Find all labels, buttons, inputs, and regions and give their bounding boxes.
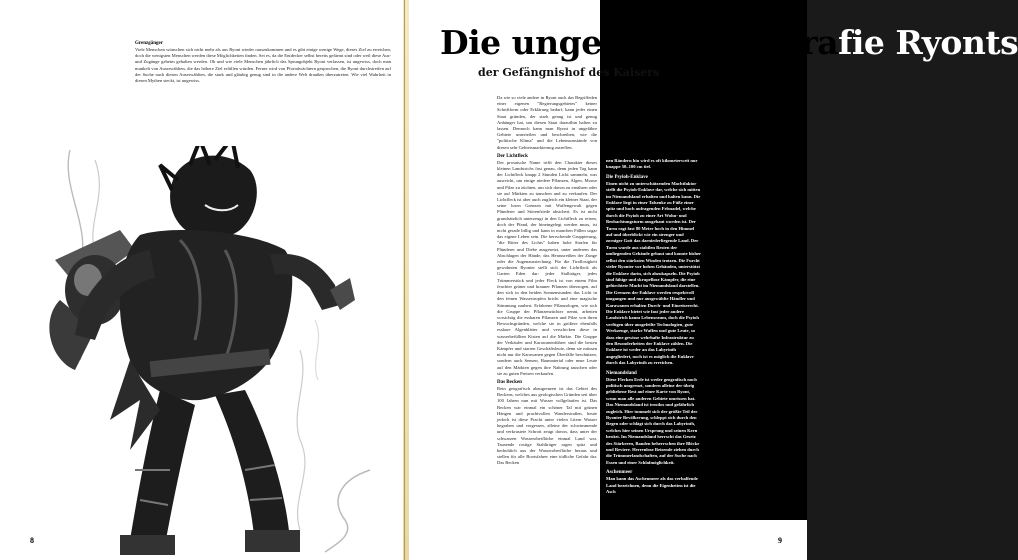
text-column-2 xyxy=(606,158,701,496)
intro-paragraph: Viele Menschen wünschen sich nicht mehr als aus Ryont wieder rauszukommen und es gibt einige wenige Wege, dieses Ziel zu erreichen, doch die wenigsten Menschen werden diese Möglichkeiten finden. Sei es, da die Entdecker selbst bereits gefärmt sind oder weil diese Aus- und Zugänge geheim gehalten werden. Oh und wie viele Menschen jährlich das Sprungobjekt Ryont verlassen, ist ungewiss, doch man munkelt von Auserwählten, die das höhere Ziel erfüllen würden. Ferner wird von Pfortalwächtern gesprochen, die Ryont durchstreifen auf der Suche nach diesen Auserwählten, die stark und gläubig genug sind in die andere Welt draußen überzutreten. Wie viel Wahrheit in diesen Mythen steckt, ist ungewiss. xyxy=(135,47,391,84)
intro-heading: Grenzgänger xyxy=(135,41,163,46)
page-title xyxy=(440,23,1018,62)
col1-intro: Da wie so viele andere in Ryont auch das Begriffeden einer eigenen "Regierungsgebietes" keiner Schriftform oder Erklärung bedarf, kann jeder einen Staat gründen, der stark genug ist und genug Anhänger hat, um diesen Staat daraufhin halten zu lassen. Dennoch kann man Ryont in ungefähre Gebiete unterteilen und beschreiben, wie die "politische Klima" und die Lebensumstände von diesen sehr Gebietsmarkierung zutreffen. xyxy=(497,95,597,150)
text-psyioh: Einen nicht zu unterschätzenden Machtfaktor stellt die Psyioh-Enklave dar, welche sich mitten im Niemandsland erhalten und halten kann. Die Enklave liegt in einer Talsenke zu Füße einer spitz und hoch aufragenden Felsnadel, welche durch die Psyioh zu einer Art Wohn- und Beobachtungsturm ausgebaut worden ist. Der Turm ragt fast 80 Meter hoch in den Himmel auf und überblickt wie ein strenger und zorniger Gott das darniederliegende Land. Der Turm wurde aus stabilen Resten der umliegenden Gebäude gebaut und konnte bisher selbst den stärksten Winden trotzen. Die Furcht vieler Ryonter vor hohen Gebäuden, unterstützt die Enklave darin, sich abzukapseln. Die Psyioh sind fähige und skrupellose Kämpfer, die eine gefürchtete Macht im Niemandsland darstellen. Die Grenzen der Enklave werden respektvoll umgangen und nur ausgewählte Händler und Karawanen erhalten Durch- und Einreiserecht. Die Enklave bietet wie fast jeder andere Landstrich kaum Lebensraum, doch die Psyioh verfügen über ausgefeilte Technologien, gute Werkzeuge, starke Waffen und gute Leute, so dass eine gewisse wehrhafte Infrastruktur zu den Besonderheiten der Enklave zählen. Die Enklave ist weder an das Labyrinth angegliedert, noch ist es möglich die Enklave durch das Labyrinth zu erreichen. xyxy=(606,180,702,366)
text-aschenmeer: Man kann das Aschenmeer als das verbalfende Land bezeichnen, denn die Eigenheiten ist die Asch xyxy=(606,476,698,495)
heading-becken: Das Becken xyxy=(497,379,522,385)
intro-textbox xyxy=(135,38,391,146)
gutter-line xyxy=(404,0,405,560)
page-number-left: 8 xyxy=(30,536,34,545)
left-page xyxy=(0,0,403,560)
bottom-strip xyxy=(409,520,807,560)
heading-lichtfleck: Der Lichtfleck xyxy=(497,153,528,159)
text-niemandsland: Diese Flecken Erde ist weder geografisch noch politisch umgrenzt, sondern alleine der übrig gebliebene Rest auf einer Karte von Ryont, wenn man alle anderen Gebiete umrissen hat. Das Niemandsland ist trostlos und gefährlich zugleich. Hier tummelt sich der größte Teil der Ryonter Bevölkerung, schleppt sich durch den Regen oder schlägt sich durch das Labyrinth, welches hier seinen Ursprung und seinen Kern besitzt. Im Niemandsland herrscht das Gesetz des Stärkeren, Banden beherrschen ihre Blöcke und Reviere. Herrenlose Reisende ziehen durch die Trümmerlandschaften, auf der Suche nach Essen und einer Schlafmöglichkeit. xyxy=(606,376,700,465)
heading-niemandsland: Niemandsland xyxy=(606,370,637,376)
col2-intro: nen Rändern hin wird es oft kilometerweit nur knappe 50–100 cm tief. xyxy=(606,158,698,170)
text-becken: Rein geografisch abzugrenzen ist das Gebiet des Beckens, welches aus geologischen Gründen seit über 100 Jahren nun mit Wasser vollgelaufen ist. Das Becken war einmal ein schöner Tal mit grünen Hängen und prachtvollen Wanderstraßen, heute jedoch ist diese Pracht unter vielen Litern Wasser begraben und vergessen, alleine der schwimmende und verkrustete Schrott zeugt davon, dass unter der schwarzen Wasseroberfläche einmal Land war. Tausende rostige Stahlträger ragen spitz und bedrohlich aus der Wasseroberfläche heraus und stellen für alle Bootsfahrer eine tödliche Gefahr dar. Das Becken xyxy=(497,385,597,466)
text-column-1 xyxy=(497,95,597,467)
page-subtitle: der Gefängnishof des Kaisers xyxy=(478,66,660,79)
heading-aschenmeer: Aschenmeer xyxy=(606,470,633,476)
title-light-part: fie Ryonts xyxy=(838,23,1018,62)
title-dark-part: Die ungefähre Geogra xyxy=(440,23,839,62)
page-number-right: 9 xyxy=(778,536,782,545)
text-lichtfleck: Der prosaische Name trifft den Charakter dieses kleinen Landstrichs fast genau, denn jeden Tag kann der Lichtfleck knapp 2 Stunden Licht sammeln, was ausreicht, um einige niedere Pflanzen, Algen, Moose und Pilze zu züchten, um sich davon zu ernähren oder sie auf Märkten zu tauschen und zu verkaufen. Der Lichtfleck ist aber auch zugleich ein kleiner Staat, der seine losen Grenzen mit Waffengewalt gegen Plünderer und Störenfriede absichert. Es ist nicht grundsätzlich unterzeugt in den Lichtfleck zu reisen, doch der Pfand, der hineingelegt werden muss, ist nicht gerade billig und kann in manchen Fällen sogar das eigene Leben sein. Die herrschende Gruppierung, "die Ritter des Lichts" haben hohe Strafen für Plünderer und Diebe ausgesetzt, unter anderem das Abschlagen der Hände, das Herausreißen der Zunge oder die Augenausstechung. Für die Tiraflosigkeit gewohnten Ryonter stellt sich der Lichtfleck als Garten Eden dar: jeder Stallträger, jedes Trümmerstück und jeder Fleck ist von einem Film feuchter grüner und brauner Pflanzen überzogen, auf den sich in den beiden Sonnenstunden das Licht in den feinen Wassertropfen bricht und eine magische Stimmung zaubert. Erfahrene Pflanzologen, wie sich die Gruppe der Pflanzenzüchter nennt, arbeiten vorsichtig die essbaren Pflanzen und Pilze von ihren Bewuchsgründen, welche sie in größere ebenfalls essbare Algenblätter und verschicken diese in wasserbefüllten Kisten auf die Märkte. Die Gruppe der Verkäufer und Karawanenführer sind die besten Kämpfer und starren Geschäftsleute, denn sie müssen nicht nur die Karawanen gegen Überfälle beschützen, sondern auch Sensen, Baumaterial oder neue Leute auf den Märkten gegen ihre Nahrung tauschen oder sie zu guten Preisen verkaufen. xyxy=(497,159,597,376)
heading-psyioh: Die Psyioh-Enklave xyxy=(606,174,648,180)
